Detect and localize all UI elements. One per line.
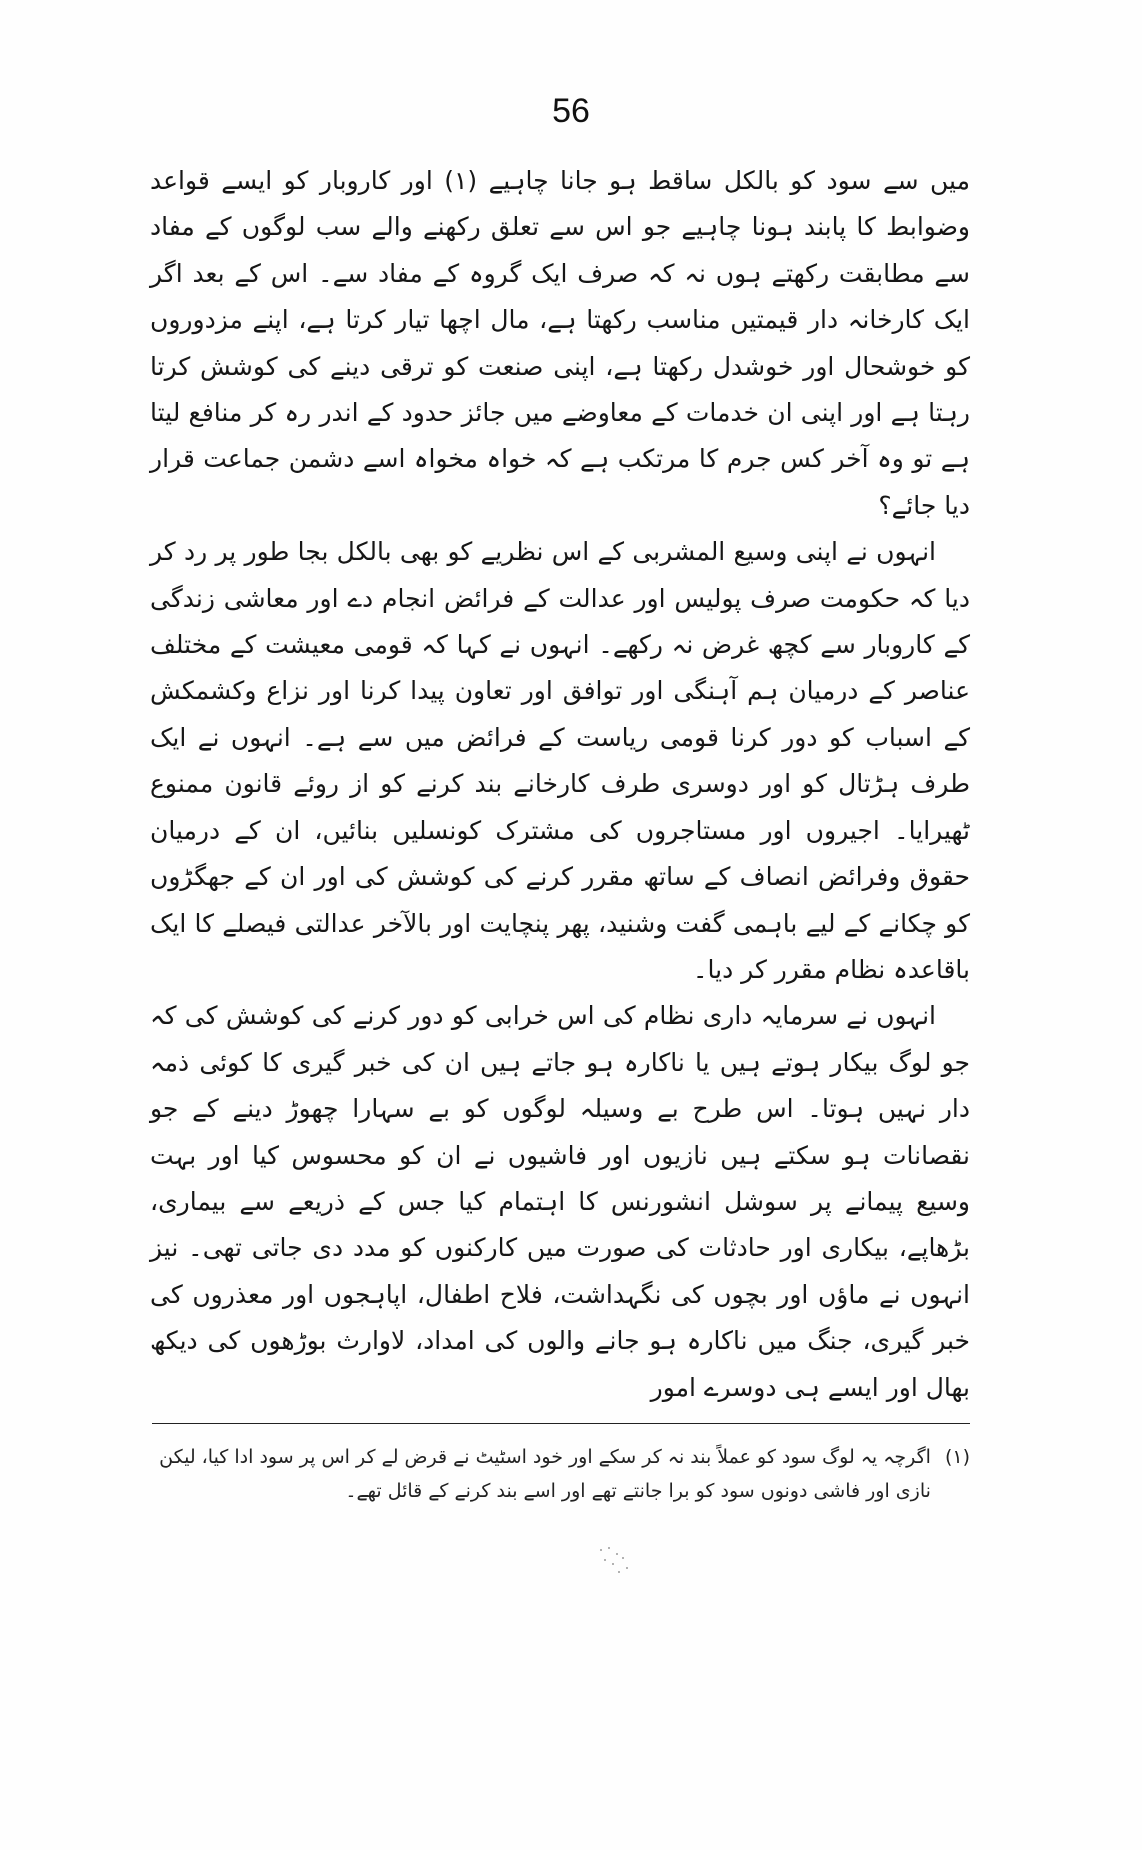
scan-speck [598,1545,632,1575]
paragraph: میں سے سود کو بالکل ساقط ہو جانا چاہیے (۱) اور کاروبار کو ایسے قواعد وضوابط کا پابند ہونا چاہیے جو اس سے تعلق رکھنے والے سب لوگوں کے مفاد سے مطابقت رکھتے ہوں نہ کہ صرف ایک گروہ کے مفاد سے۔ اس کے بعد اگر ایک کارخانہ دار قیمتیں مناسب رکھتا ہے، مال اچھا تیار کرتا ہے، اپنے مزدوروں کو خوشحال اور خوشدل رکھتا ہے، اپنی صنعت کو ترقی دینے کی کوشش کرتا رہتا ہے اور اپنی ان خدمات کے معاوضے میں جائز حدود کے اندر رہ کر منافع لیتا ہے تو وہ آخر کس جرم کا مرتکب ہے کہ خواہ مخواہ اسے دشمن جماعت قرار دیا جائے؟ [150,166,970,520]
footnote [150,1440,970,1508]
footnote-marker: (۱) [944,1446,970,1468]
footnote-row [150,1440,970,1508]
footnote-text: اگرچہ یہ لوگ سود کو عملاً بند نہ کر سکے اور خود اسٹیٹ نے قرض لے کر اس پر سود ادا کیا، لیکن نازی اور فاشی دونوں سود کو برا جانتے تھے اور اسے بند کرنے کے قائل تھے۔ [159,1446,931,1502]
footnote-divider [152,1423,970,1424]
page-number: 56 [552,92,590,130]
body-text [150,158,970,1411]
paragraph: انہوں نے اپنی وسیع المشربی کے اس نظریے کو بھی بالکل بجا طور پر رد کر دیا کہ حکومت صرف پولیس اور عدالت کے فرائض انجام دے اور معاشی زندگی کے کاروبار سے کچھ غرض نہ رکھے۔ انہوں نے کہا کہ قومی معیشت کے مختلف عناصر کے درمیان ہم آہنگی اور توافق اور تعاون پیدا کرنا اور نزاع وکشمکش کے اسباب کو دور کرنا قومی ریاست کے فرائض میں سے ہے۔ انہوں نے ایک طرف ہڑتال کو اور دوسری طرف کارخانے بند کرنے کو از روئے قانون ممنوع ٹھیرایا۔ اجیروں اور مستاجروں کی مشترک کونسلیں بنائیں، ان کے درمیان حقوق وفرائض انصاف کے ساتھ مقرر کرنے کی کوشش کی اور ان کے جھگڑوں کو چکانے کے لیے باہمی گفت وشنید، پھر پنچایت اور بالآخر عدالتی فیصلے کا ایک باقاعدہ نظام مقرر کر دیا۔ [150,537,970,984]
paragraph: انہوں نے سرمایہ داری نظام کی اس خرابی کو دور کرنے کی کوشش کی کہ جو لوگ بیکار ہوتے ہیں یا ناکارہ ہو جاتے ہیں ان کی خبر گیری کا کوئی ذمہ دار نہیں ہوتا۔ اس طرح بے وسیلہ لوگوں کو بے سہارا چھوڑ دینے کے جو نقصانات ہو سکتے ہیں نازیوں اور فاشیوں نے ان کو محسوس کیا اور بہت وسیع پیمانے پر سوشل انشورنس کا اہتمام کیا جس کے ذریعے سے بیماری، بڑھاپے، بیکاری اور حادثات کی صورت میں کارکنوں کو مدد دی جاتی تھی۔ نیز انہوں نے ماؤں اور بچوں کی نگہداشت، فلاح اطفال، اپاہجوں اور معذروں کی خبر گیری، جنگ میں ناکارہ ہو جانے والوں کی امداد، لاوارث بوڑھوں کی دیکھ بھال اور ایسے ہی دوسرے امور [150,1001,970,1402]
